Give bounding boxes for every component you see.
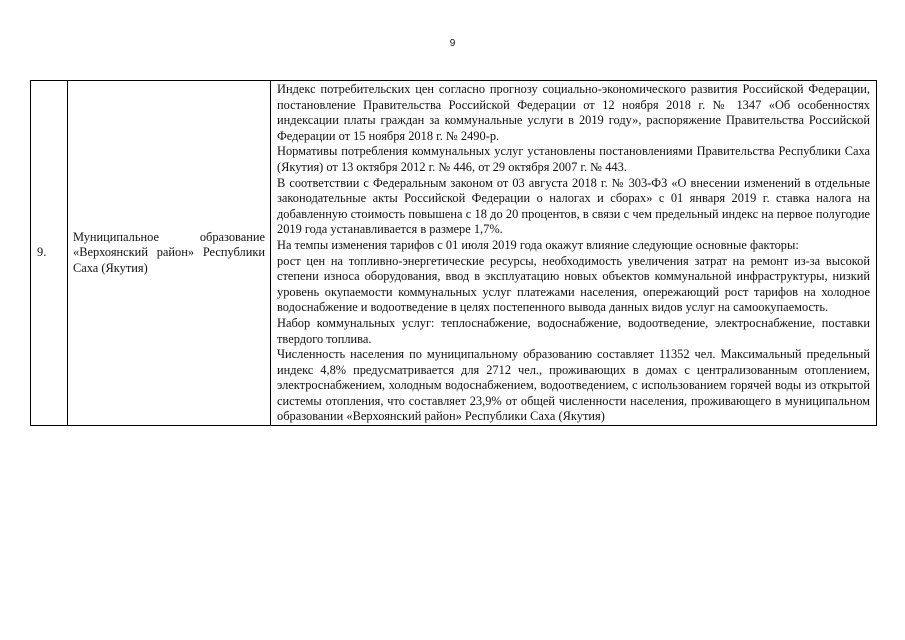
paragraph-tariff-factors: рост цен на топливно-энергетические ресурсы, необходимость увеличения затрат на ремонт из-за высокой степени износа оборудования, ввод в эксплуатацию новых объектов коммунальной инфраструктуры, низкий уровень окупаемости коммунальных услуг платежами населения, опережающий рост тарифов на холодное водоснабжение и водоотведение в целях постепенного вывода данных видов услуг на самоокупаемость. — [277, 253, 870, 315]
paragraph-consumption-norms: Нормативы потребления коммунальных услуг установлены постановлениями Правительства Республики Саха (Якутия) от 13 октября 2012 г. № 446, от 29 октября 2007 г. № 443. — [277, 144, 870, 174]
tariff-table — [30, 80, 877, 426]
table-row — [31, 81, 877, 426]
paragraph-tariff-factors-intro: На темпы изменения тарифов с 01 июля 2019 года окажут влияние следующие основные факторы: — [277, 237, 799, 252]
paragraph-utility-set: Набор коммунальных услуг: теплоснабжение, водоснабжение, водоотведение, электроснабжение, поставки твердого топлива. — [277, 315, 870, 346]
row-number: 9. — [31, 81, 68, 426]
paragraph-population: Численность населения по муниципальному образованию составляет 11352 чел. Максимальный предельный индекс 4,8% предусматривается для 2712 чел., проживающих в домах с централизованным отоплением, электроснабжением, холодным водоснабжением, водоотведением, с использованием горячей воды из открытой системы отопления, что составляет 23,9% от общей численности населения, проживающего в муниципальном образовании «Верхоянский район» Республики Саха (Якутия) — [277, 347, 870, 424]
municipality-name: Муниципальное образование «Верхоянский район» Республики Саха (Якутия) — [68, 81, 271, 426]
paragraph-cpi-index: Индекс потребительских цен согласно прогнозу социально-экономического развития Российской Федерации, постановление Правительства Российской Федерации от 12 ноября 2018 г. № 1347 «Об особенностях индексации платы граждан за коммунальные услуги в 2019 году», распоряжение Правительства Российской Федерации от 15 ноября 2018 г. № 2490-р. — [277, 82, 870, 143]
page-number: 9 — [449, 38, 456, 49]
description-cell — [271, 81, 877, 426]
paragraph-vat-law: В соответствии с Федеральным законом от 03 августа 2018 г. № 303-ФЗ «О внесении изменений в отдельные законодательные акты Российской Федерации о налогах и сборах» с 01 января 2019 г. ставка налога на добавленную стоимость повышена с 18 до 20 процентов, в связи с чем предельный индекс на первое полугодие 2019 года устанавливается в размере 1,7%. — [277, 175, 870, 237]
